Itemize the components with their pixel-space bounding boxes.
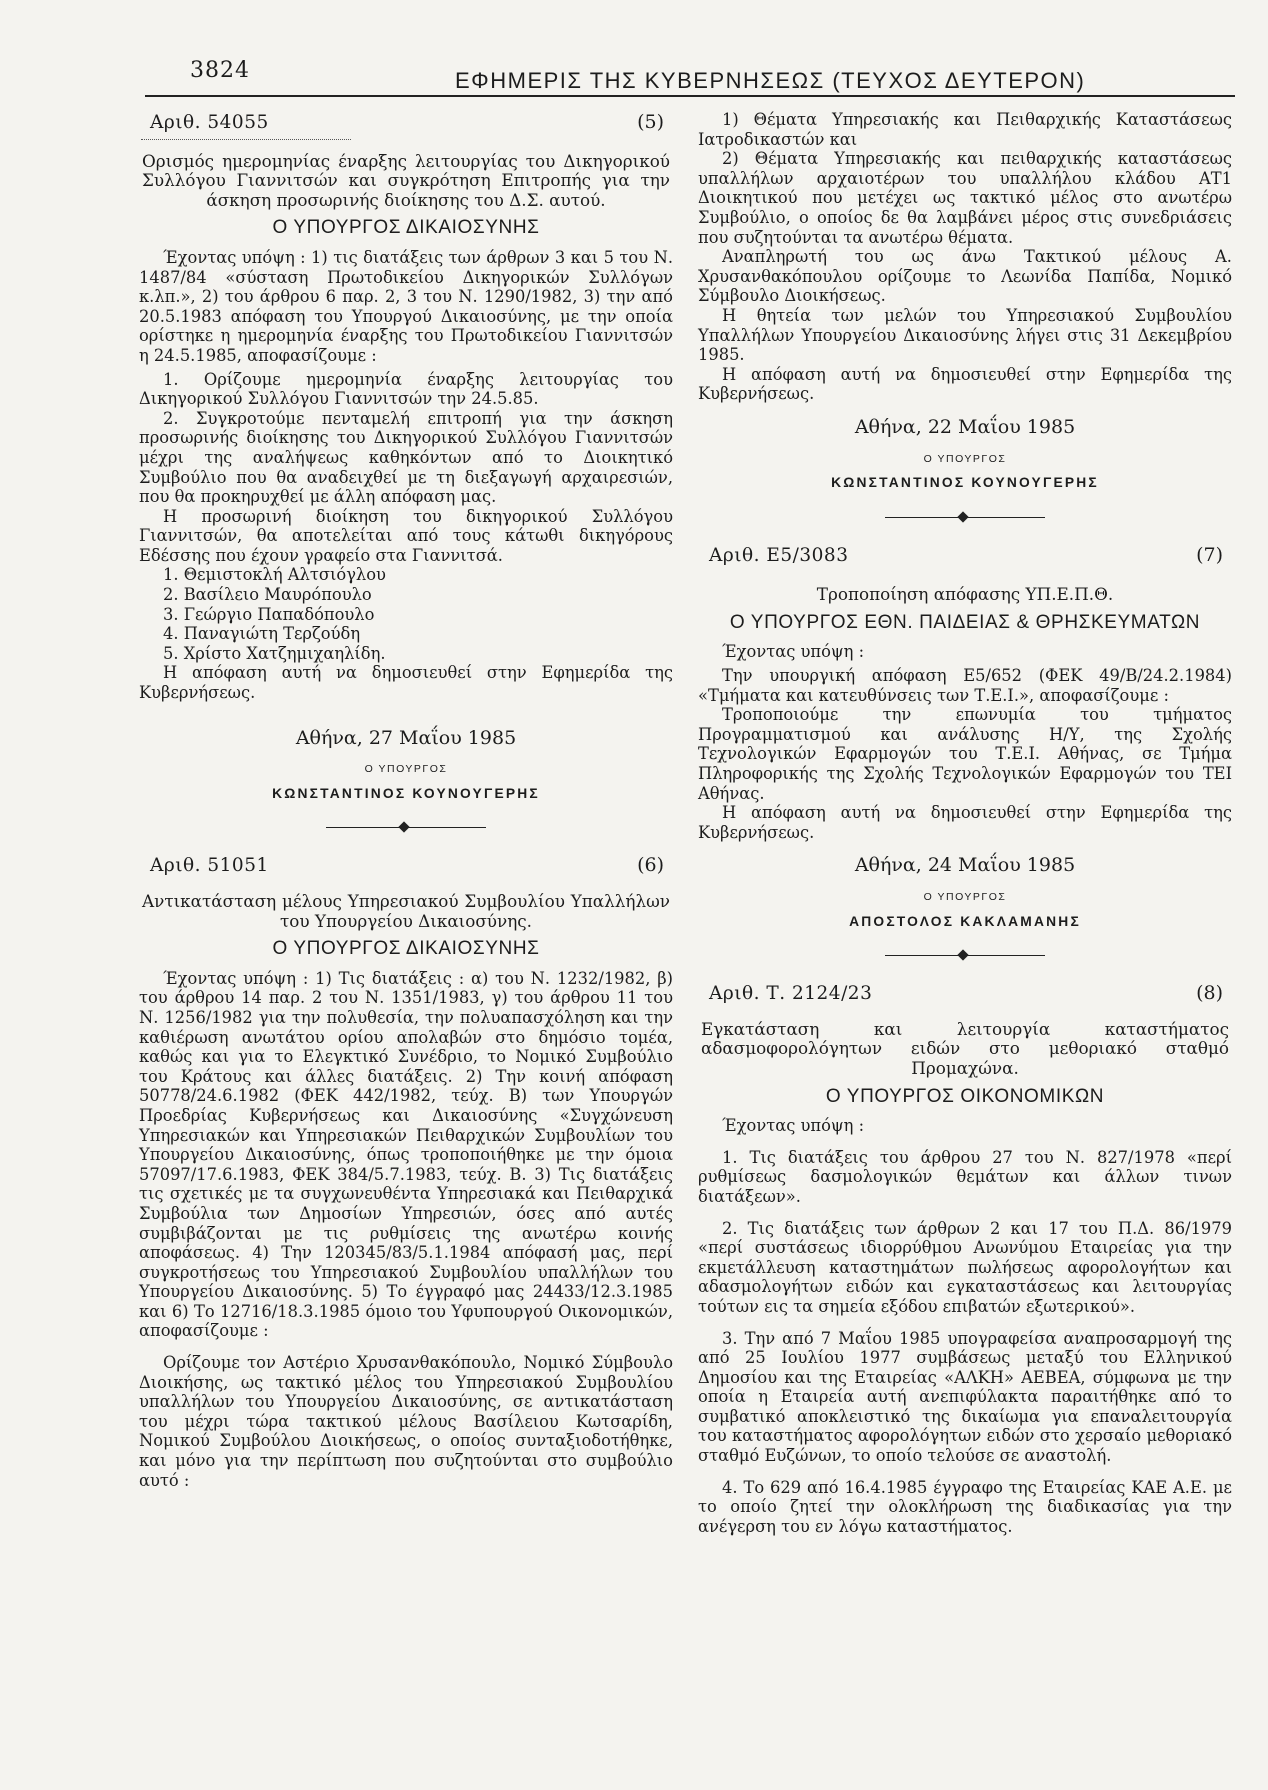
decision-5-place-date: Αθήνα, 27 Μαΐου 1985 [295, 726, 517, 749]
decision-separator [885, 955, 1045, 956]
decision-8-preamble-intro: Έχοντας υπόψη : [722, 1116, 865, 1136]
decision-7-ref: Αριθ. Ε5/3083 [709, 544, 849, 566]
decision-5-point-3: Η προσωρινή διοίκηση του δικηγορικού Συλλόγου Γιαννιτσών, θα αποτελείται από τους κάτωθι δικηγόρους Εδέσσης που έχουν γραφείο στα Γιαννιτσά. [139, 506, 673, 565]
decision-6-publication: Η απόφαση αυτή να δημοσιευθεί στην Εφημερίδα της Κυβερνήσεως. [698, 364, 1232, 404]
decision-6-term: Η θητεία των μελών του Υπηρεσιακού Συμβουλίου Υπαλλήλων Υπουργείου Δικαιοσύνης λήγει στις 31 Δεκεμβρίου 1985. [698, 305, 1232, 365]
decision-6-minister: Ο ΥΠΟΥΡΓΟΣ ΔΙΚΑΙΟΣΥΝΗΣ [272, 938, 540, 960]
separator-diamond [398, 822, 409, 833]
decision-8-point: 3. Την από 7 Μαΐου 1985 υπογραφείσα αναπροσαρμογή της από 25 Ιουλίου 1977 συμβάσεως μεταξύ του Ελληνικού Δημοσίου και της Εταιρείας «ΑΛΚΗ» ΑΕΒΕΑ, σύμφωνα με την οποία η Εταιρεία αυτή ανεπιφύλακτα παραιτήθηκε από το συμβατικό αποκλειστικό της δικαίωμα για επαναλειτουργία του καταστήματος αφορολόγητων ειδών στο χερσαίο μεθοριακό σταθμό Ευζώνων, το οποίο τελούσε σε αναστολή. [698, 1328, 1232, 1466]
decision-7-subject: Τροποποίηση απόφασης ΥΠ.Ε.Π.Θ. [816, 584, 1114, 605]
decision-6-ref: Αριθ. 51051 [150, 855, 269, 877]
decision-5-subject: Ορισμός ημερομηνίας έναρξης λειτουργίας του Δικηγορικού Συλλόγου Γιαννιτσών και συγκρότηση Επιτροπής για την άσκηση προσωρινής διοίκησης του Δ.Σ. αυτού. [142, 150, 670, 210]
decision-6-number: (6) [637, 854, 664, 877]
decision-8-subject: Εγκατάσταση και λειτουργία καταστήματος αδασμοφορολόγητων ειδών στο μεθοριακό σταθμό Προμαχώνα. [701, 1018, 1229, 1078]
right-column [695, 110, 1235, 1536]
decision-7-preamble: Την υπουργική απόφαση Ε5/652 (ΦΕΚ 49/Β/24.2.1984) «Τμήματα και κατευθύνσεις των Τ.Ε.Ι.», αποφασίζουμε : [698, 666, 1232, 705]
member-item: 2. Βασίλειο Μαυρόπουλο [163, 585, 372, 605]
decision-6-item-1: 1) Θέματα Υπηρεσιακής και Πειθαρχικής Καταστάσεως Ιατροδικαστών και [698, 110, 1232, 149]
decision-8-minister: Ο ΥΠΟΥΡΓΟΣ ΟΙΚΟΝΟΜΙΚΩΝ [825, 1085, 1105, 1107]
decision-5-rule [141, 139, 351, 140]
decision-7-signature-name: ΑΠΟΣΤΟΛΟΣ ΚΑΚΛΑΜΑΝΗΣ [849, 913, 1081, 929]
decision-separator [885, 517, 1045, 518]
decision-8-point: 1. Τις διατάξεις του άρθρου 27 του Ν. 827/1978 «περί ρυθμίσεως δασμολογικών θεμάτων και άλλων τινων διατάξεων». [698, 1147, 1232, 1206]
running-head: ΕΦΗΜΕΡΙΣ ΤΗΣ ΚΥΒΕΡΝΗΣΕΩΣ (ΤΕΥΧΟΣ ΔΕΥΤΕΡΟΝ) [455, 68, 1086, 93]
decision-5-publication: Η απόφαση αυτή να δημοσιευθεί στην Εφημερίδα της Κυβερνήσεως. [139, 663, 673, 703]
decision-5-minister: Ο ΥΠΟΥΡΓΟΣ ΔΙΚΑΙΟΣΥΝΗΣ [272, 217, 540, 239]
decision-7-place-date: Αθήνα, 24 Μαΐου 1985 [854, 854, 1076, 877]
decision-6-preamble: Έχοντας υπόψη : 1) Τις διατάξεις : α) του Ν. 1232/1982, β) του άρθρου 14 παρ. 2 του Ν. 1351/1983, γ) του άρθρου 11 του Ν. 1256/1982 για την πολυθεσία, την πολυαπασχόληση και την καθιέρωση ανωτάτου ορίου απολαβών στο δημόσιο τομέα, καθώς και για το Ελεγκτικό Συνέδριο, το Νομικό Συμβούλιο του Κράτους και άλλες διατάξεις. 2) Την κοινή απόφαση 50778/24.6.1982 (ΦΕΚ 442/1982, τεύχ. Β) των Υπουργών Προεδρίας Κυβερνήσεως και Δικαιοσύνης «Συγχώνευση Υπηρεσιακών και Υπηρεσιακών Πειθαρχικών Συμβουλίων του Υπουργείου Δικαιοσύνης, όπως τροποποιήθηκε με την όμοια 57097/17.6.1983, ΦΕΚ 384/5.7.1983, τεύχ. Β. 3) Τις διατάξεις τις σχετικές με τα συγχωνευθέντα Υπηρεσιακά και Πειθαρχικά Συμβούλια των Δημοσίων Υπηρεσιών, όσες από αυτές συμβιβάζονται με τις ρυθμίσεις της ανωτέρω κοινής αποφάσεως. 4) Την 120345/83/5.1.1984 απόφασή μας, περί συγκροτήσεως του Υπηρεσιακού Συμβουλίου υπαλλήλων του Υπουργείου Δικαιοσύνης. 5) Το έγγραφό μας 24433/12.3.1985 και 6) Το 12716/18.3.1985 όμοιο του Υφυπουργού Οικονομικών, αποφασίζουμε : [139, 968, 673, 1341]
decision-7-signature-title: Ο ΥΠΟΥΡΓΟΣ [923, 891, 1007, 903]
decision-6-subject: Αντικατάσταση μέλους Υπηρεσιακού Συμβουλίου Υπαλλήλων του Υπουργείου Δικαιοσύνης. [142, 891, 670, 931]
header-rule [145, 95, 1235, 97]
decision-7-preamble-intro: Έχοντας υπόψη : [722, 642, 865, 662]
decision-6-signature-title: Ο ΥΠΟΥΡΓΟΣ [923, 452, 1007, 465]
decision-6-place-date: Αθήνα, 22 Μαΐου 1985 [854, 415, 1076, 438]
decision-8-ref: Αριθ. Τ. 2124/23 [709, 983, 873, 1005]
decision-5-signature-name: ΚΩΝΣΤΑΝΤΙΝΟΣ ΚΟΥΝΟΥΓΕΡΗΣ [272, 785, 540, 801]
decision-6-heading [136, 856, 676, 876]
decision-separator [326, 827, 486, 828]
decision-5-point-2: 2. Συγκροτούμε πενταμελή επιτροπή για την άσκηση προσωρινής διοίκησης του Δικηγορικού Συλλόγου Γιαννιτσών μέχρι της αναλήψεως καθηκόντων από το Διοικητικό Συμβούλιο που θα αναδειχθεί με τη διεξαγωγή αρχαιρεσιών, που θα προκηρυχθεί με άλλη απόφαση μας. [139, 408, 673, 507]
decision-7-minister: Ο ΥΠΟΥΡΓΟΣ ΕΘΝ. ΠΑΙΔΕΙΑΣ & ΘΡΗΣΚΕΥΜΑΤΩΝ [729, 611, 1201, 633]
page-number: 3824 [190, 58, 250, 83]
decision-5-preamble: Έχοντας υπόψη : 1) τις διατάξεις των άρθρων 3 και 5 του Ν. 1487/84 «σύσταση Πρωτοδικείου Δικηγορικών Συλλόγων κ.λπ.», 2) του άρθρου 6 παρ. 2, 3 του Ν. 1290/1982, 3) την από 20.5.1983 απόφαση του Υπουργού Δικαιοσύνης, με την οποία ορίστηκε η ημερομηνία έναρξης του Πρωτοδικείου Γιαννιτσών η 24.5.1985, αποφασίζουμε : [139, 247, 673, 365]
decision-5-heading [136, 113, 676, 133]
decision-7-publication: Η απόφαση αυτή να δημοσιευθεί στην Εφημερίδα της Κυβερνήσεως. [698, 803, 1232, 842]
decision-5-number: (5) [637, 111, 664, 133]
decision-8-number: (8) [1196, 982, 1223, 1005]
decision-6-signature-name: ΚΩΝΣΤΑΝΤΙΝΟΣ ΚΟΥΝΟΥΓΕΡΗΣ [831, 475, 1099, 491]
member-item: 5. Χρίστο Χατζημιχαηλίδη. [163, 643, 386, 663]
decision-7-heading [695, 543, 1235, 566]
decision-6-replacement: Αναπληρωτή του ως άνω Τακτικού μέλους Α. Χρυσανθακόπουλου ορίζουμε το Λεωνίδα Παπίδα, Νομικό Σύμβουλο Διοικήσεως. [698, 247, 1232, 306]
decision-5-point-1: 1. Ορίζουμε ημερομηνία έναρξης λειτουργίας του Δικηγορικού Συλλόγου Γιαννιτσών την 24.5.85. [139, 369, 673, 409]
decision-8-heading [695, 984, 1235, 1004]
decision-5-signature-title: Ο ΥΠΟΥΡΓΟΣ [364, 763, 448, 776]
decision-7-number: (7) [1196, 543, 1223, 566]
separator-diamond [957, 950, 968, 961]
member-item: 3. Γεώργιο Παπαδόπουλο [163, 604, 375, 624]
decision-8-point: 2. Τις διατάξεις των άρθρων 2 και 17 του Π.Δ. 86/1979 «περί συστάσεως ιδιορρύθμου Ανωνύμου Εταιρείας για την εκμετάλλευση καταστημάτων πωλήσεως αφορολογήτων και αδασμολογήτων ειδών και εγκαταστάσεως και λειτουργίας τούτων εις τα σημεία εξόδου επιβατών εξωτερικού». [698, 1218, 1232, 1316]
member-item: 4. Παναγιώτη Τερζούδη [163, 624, 361, 644]
decision-6-body: Ορίζουμε τον Αστέριο Χρυσανθακόπουλο, Νομικό Σύμβουλο Διοικήσης, ως τακτικό μέλος του Υπηρεσιακού Συμβουλίου υπαλλήλων του Υπουργείου Δικαιοσύνης, σε αντικατάσταση του μέχρι τώρα τακτικού μέλους Βασίλειου Κωτσαρίδη, Νομικού Συμβούλου Διοικήσεως, ο οποίος συνταξιοδοτήθηκε, και μόνο για την περίπτωση που συζητούνται στο συμβούλιο αυτό : [139, 1353, 673, 1490]
decision-7-body: Τροποποιούμε την επωνυμία του τμήματος Προγραμματισμού και ανάλυσης Η/Υ, της Σχολής Τεχνολογικών Εφαρμογών του Τ.Ε.Ι. Αθήνας, σε Τμήμα Πληροφορικής της Σχολής Τεχνολογικών Εφαρμογών του ΤΕΙ Αθήνας. [698, 705, 1232, 803]
decision-6-item-2: 2) Θέματα Υπηρεσιακής και πειθαρχικής καταστάσεως υπαλλήλων αρχαιοτέρων του υπαλλήλου κλάδου ΑΤ1 Διοικητικού που μετέχει ως τακτικό μέλος στο ανωτέρω Συμβούλιο, ο οποίος δε θα λαμβάνει μέρος στις συνεδριάσεις που συζητούνται τα ανωτέρω θέματα. [698, 149, 1232, 247]
member-item: 1. Θεμιστοκλή Αλτσιόγλου [163, 565, 386, 585]
decision-5-ref: Αριθ. 54055 [150, 112, 269, 133]
decision-8-point: 4. Το 629 από 16.4.1985 έγγραφο της Εταιρείας ΚΑΕ Α.Ε. με το οποίο ζητεί την ολοκλήρωση της διαδικασίας για την ανέγερση του εν λόγω καταστήματος. [698, 1477, 1232, 1536]
separator-diamond [957, 511, 968, 522]
left-column [136, 110, 676, 1490]
